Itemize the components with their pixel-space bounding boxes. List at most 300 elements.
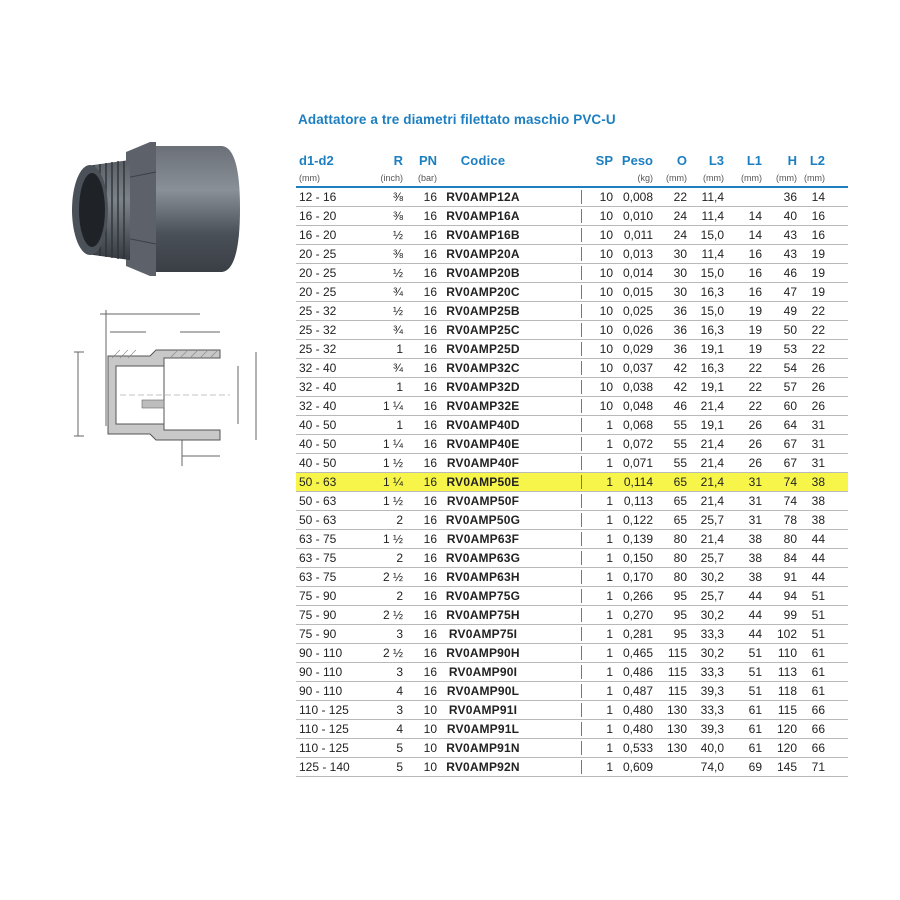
table-cell: 1 (581, 722, 616, 736)
table-cell: 21,4 (700, 456, 724, 470)
table-cell: 15,0 (700, 228, 724, 242)
table-cell: 10 (423, 760, 437, 774)
table-cell: 16 (423, 494, 437, 508)
table-cell: RV0AMP25D (446, 342, 520, 356)
table-cell: RV0AMP50G (445, 513, 521, 527)
table-cell: 14 (748, 209, 762, 223)
table-cell: 16 (423, 513, 437, 527)
table-cell: 51 (748, 646, 762, 660)
table-cell: 1 (581, 475, 616, 489)
table-cell: 16 (423, 608, 437, 622)
table-cell: 4 (396, 684, 403, 698)
table-cell: 32 - 40 (299, 399, 337, 413)
table-cell: 38 (748, 551, 762, 565)
table-cell: 130 (666, 722, 687, 736)
table-cell: 21,4 (700, 437, 724, 451)
table-cell: 65 (673, 513, 687, 527)
table-cell: RV0AMP90H (446, 646, 520, 660)
table-cell: 67 (783, 437, 797, 451)
table-cell: 44 (811, 570, 825, 584)
table-cell: 1 ½ (382, 456, 403, 470)
table-cell: 69 (748, 760, 762, 774)
table-cell: 25,7 (700, 589, 724, 603)
unit-cell: (mm) (299, 173, 320, 183)
table-cell: ½ (392, 228, 403, 242)
table-cell: 0,026 (622, 323, 653, 337)
table-cell: 1 (581, 532, 616, 546)
table-cell: 10 (581, 361, 616, 375)
table-cell: 26 (811, 380, 825, 394)
table-cell: 16 (423, 399, 437, 413)
table-cell: 44 (811, 532, 825, 546)
table-cell: 19 (811, 247, 825, 261)
table-cell: 115 (777, 703, 797, 717)
table-cell: 15,0 (700, 304, 724, 318)
table-cell: 0,170 (622, 570, 653, 584)
table-cell: ¾ (392, 361, 403, 375)
table-cell: 43 (783, 228, 797, 242)
table-cell: 38 (748, 532, 762, 546)
table-cell: 24 (673, 209, 687, 223)
table-cell: RV0AMP40F (446, 456, 520, 470)
table-cell: 32 - 40 (299, 380, 337, 394)
table-cell: 5 (396, 760, 403, 774)
table-cell: 16 (748, 266, 762, 280)
table-cell: RV0AMP91N (446, 741, 520, 755)
table-cell: 55 (673, 418, 687, 432)
table-cell: 19 (748, 323, 762, 337)
table-cell: 57 (783, 380, 797, 394)
table-cell: RV0AMP40E (446, 437, 520, 451)
table-cell: 74 (783, 475, 797, 489)
table-cell: 22 (811, 342, 825, 356)
table-cell: 94 (783, 589, 797, 603)
table-cell: 51 (811, 627, 825, 641)
table-row (296, 207, 848, 226)
table-cell: 10 (581, 285, 616, 299)
table-cell: 120 (776, 741, 797, 755)
table-cell: RV0AMP92N (446, 760, 520, 774)
table-cell: 0,609 (622, 760, 653, 774)
table-cell: 36 (673, 304, 687, 318)
table-cell: 0,011 (623, 228, 653, 242)
table-cell: 16 (423, 551, 437, 565)
table-cell: 0,122 (622, 513, 653, 527)
table-cell: 21,4 (700, 475, 724, 489)
table-cell: 0,048 (622, 399, 653, 413)
table-cell: 0,013 (622, 247, 653, 261)
table-row (296, 454, 848, 473)
table-cell: 16 (423, 684, 437, 698)
table-cell: 50 - 63 (299, 494, 337, 508)
table-cell: 16,3 (700, 361, 724, 375)
table-cell: 10 (581, 247, 616, 261)
table-cell: 42 (673, 361, 687, 375)
table-cell: 95 (673, 589, 687, 603)
table-cell: 30 (673, 266, 687, 280)
table-cell: 38 (748, 570, 762, 584)
table-cell: 12 - 16 (299, 190, 337, 204)
dimension-table (296, 150, 848, 777)
table-cell: RV0AMP20B (446, 266, 520, 280)
table-cell: 10 (581, 209, 616, 223)
table-cell: 40 - 50 (299, 456, 337, 470)
table-cell: 50 - 63 (299, 513, 337, 527)
table-row (296, 720, 848, 739)
table-cell: 42 (673, 380, 687, 394)
table-cell: 0,480 (622, 722, 653, 736)
header-cell: PN (418, 152, 437, 168)
table-cell: 71 (811, 760, 825, 774)
table-cell: 0,281 (622, 627, 653, 641)
table-cell: 1 (581, 665, 616, 679)
table-cell: 115 (667, 665, 687, 679)
table-cell: 1 (581, 589, 616, 603)
table-cell: 75 - 90 (299, 589, 337, 603)
table-cell: 16 (423, 342, 437, 356)
table-cell: 16 (423, 589, 437, 603)
table-cell: 19,1 (700, 342, 724, 356)
table-cell: 1 (581, 627, 616, 641)
table-cell: 5 (396, 741, 403, 755)
unit-cell: (kg) (637, 173, 653, 183)
table-cell: RV0AMP12A (446, 190, 520, 204)
table-row (296, 587, 848, 606)
table-row (296, 226, 848, 245)
table-cell: 22 (811, 323, 825, 337)
table-cell: 61 (811, 684, 825, 698)
table-cell: 33,3 (700, 627, 724, 641)
table-cell: 66 (811, 703, 825, 717)
header-cell: R (393, 152, 403, 168)
table-cell: 1 ¼ (382, 437, 403, 451)
table-cell: 110 (777, 646, 797, 660)
table-row (296, 378, 848, 397)
table-cell: 11,4 (701, 247, 724, 261)
table-cell: 21,4 (700, 494, 724, 508)
table-cell: 0,014 (622, 266, 653, 280)
table-cell: 16 (748, 247, 762, 261)
table-cell: 20 - 25 (299, 266, 337, 280)
table-row (296, 340, 848, 359)
table-cell: 11,4 (701, 209, 724, 223)
table-cell: RV0AMP16A (446, 209, 520, 223)
table-cell: 120 (776, 722, 797, 736)
unit-cell: (inch) (380, 173, 403, 183)
table-cell: 10 (581, 228, 616, 242)
table-cell: 30,2 (700, 570, 724, 584)
table-cell: RV0AMP91I (448, 703, 518, 717)
table-row (296, 530, 848, 549)
table-cell: 26 (811, 399, 825, 413)
table-cell: 16 (423, 380, 437, 394)
table-cell: 46 (673, 399, 687, 413)
table-cell: 0,480 (622, 703, 653, 717)
table-cell: 16,3 (700, 285, 724, 299)
table-cell: 61 (811, 665, 825, 679)
header-cell: H (787, 152, 797, 168)
unit-cell: (mm) (741, 173, 762, 183)
table-cell: 0,139 (622, 532, 653, 546)
table-cell: 22 (748, 399, 762, 413)
table-cell: 25 - 32 (299, 323, 337, 337)
table-cell: 0,071 (622, 456, 653, 470)
table-cell: 80 (673, 532, 687, 546)
table-cell: 16 - 20 (299, 228, 337, 242)
table-cell: 84 (783, 551, 797, 565)
table-row (296, 245, 848, 264)
table-cell: 31 (811, 456, 825, 470)
table-cell: 1 (581, 437, 616, 451)
table-cell: 65 (673, 475, 687, 489)
table-cell: 20 - 25 (299, 285, 337, 299)
table-cell: 24 (673, 228, 687, 242)
table-cell: 16 (423, 475, 437, 489)
table-cell: 145 (776, 760, 797, 774)
table-cell: 74,0 (700, 760, 724, 774)
table-cell: 1 (581, 570, 616, 584)
table-cell: 0,068 (622, 418, 653, 432)
table-cell: 1 (581, 551, 616, 565)
table-row (296, 492, 848, 511)
table-cell: 50 - 63 (299, 475, 337, 489)
table-cell: 1 ½ (382, 494, 403, 508)
table-cell: ½ (392, 304, 403, 318)
table-cell: ¾ (392, 285, 403, 299)
table-cell: RV0AMP16B (446, 228, 520, 242)
table-cell: 31 (748, 475, 762, 489)
table-cell: 0,150 (622, 551, 653, 565)
table-cell: 60 (783, 399, 797, 413)
table-cell: 0,533 (622, 741, 653, 755)
table-cell: 22 (811, 304, 825, 318)
table-row (296, 682, 848, 701)
table-cell: 0,037 (622, 361, 653, 375)
table-cell: 40 - 50 (299, 418, 337, 432)
table-cell: 125 - 140 (299, 760, 350, 774)
table-cell: 1 (396, 380, 403, 394)
header-cell: SP (595, 152, 613, 168)
table-cell: 1 (581, 608, 616, 622)
table-cell: 40 - 50 (299, 437, 337, 451)
table-cell: 16 (811, 228, 825, 242)
table-cell: 11,4 (701, 190, 724, 204)
table-cell: 53 (783, 342, 797, 356)
table-cell: 110 - 125 (299, 722, 349, 736)
header-cell: O (676, 152, 687, 168)
table-cell: RV0AMP63F (446, 532, 520, 546)
header-cell: d1-d2 (299, 152, 334, 168)
table-cell: RV0AMP63H (446, 570, 520, 584)
table-cell: 95 (673, 608, 687, 622)
table-cell: 55 (673, 456, 687, 470)
table-body (296, 188, 848, 777)
table-cell: 65 (673, 494, 687, 508)
table-cell: 0,465 (622, 646, 653, 660)
table-row (296, 264, 848, 283)
table-row (296, 739, 848, 758)
table-cell: 19 (748, 342, 762, 356)
table-cell: 0,025 (622, 304, 653, 318)
table-cell: 16 - 20 (299, 209, 337, 223)
table-cell: RV0AMP32E (446, 399, 520, 413)
table-cell: 10 (581, 266, 616, 280)
table-cell: 40 (783, 209, 797, 223)
table-cell: 66 (811, 741, 825, 755)
table-cell: 15,0 (700, 266, 724, 280)
table-cell: RV0AMP75I (448, 627, 518, 641)
table-cell: 1 (581, 646, 616, 660)
table-cell: RV0AMP91L (446, 722, 520, 736)
table-cell: 22 (748, 361, 762, 375)
table-cell: 16,3 (700, 323, 724, 337)
table-cell: 1 (581, 741, 616, 755)
table-cell: RV0AMP50F (446, 494, 520, 508)
table-cell: 14 (811, 190, 825, 204)
table-row (296, 663, 848, 682)
table-cell: 16 (423, 228, 437, 242)
table-cell: RV0AMP32C (446, 361, 520, 375)
table-cell: 1 (396, 418, 403, 432)
table-cell: RV0AMP63G (445, 551, 521, 565)
table-cell: 1 (581, 513, 616, 527)
table-row (296, 758, 848, 777)
table-cell: 19,1 (700, 380, 724, 394)
table-cell: ⅜ (392, 247, 403, 261)
table-cell: 36 (783, 190, 797, 204)
table-cell: 67 (783, 456, 797, 470)
header-cell: L2 (809, 152, 825, 168)
table-row-highlighted (296, 473, 848, 492)
table-cell: 39,3 (700, 684, 724, 698)
table-cell: 90 - 110 (299, 646, 343, 660)
table-cell: ⅜ (392, 209, 403, 223)
table-row (296, 188, 848, 207)
table-cell: 2 (396, 551, 403, 565)
header-cell: Codice (460, 152, 506, 168)
table-cell: 14 (748, 228, 762, 242)
table-cell: 0,072 (622, 437, 653, 451)
table-cell: 40,0 (700, 741, 724, 755)
table-cell: 25 - 32 (299, 304, 337, 318)
table-cell: 118 (777, 684, 797, 698)
table-cell: 75 - 90 (299, 608, 337, 622)
table-cell: 1 (581, 494, 616, 508)
table-cell: 16 (423, 266, 437, 280)
table-cell: 19 (811, 266, 825, 280)
table-cell: 10 (581, 342, 616, 356)
table-cell: 36 (673, 323, 687, 337)
table-cell: 31 (748, 513, 762, 527)
table-row (296, 568, 848, 587)
table-cell: 16 (423, 418, 437, 432)
table-cell: RV0AMP75G (445, 589, 521, 603)
table-cell: 61 (748, 741, 762, 755)
page-title: Adattatore a tre diametri filettato maschio PVC-U (298, 112, 616, 127)
table-cell: 1 ½ (382, 532, 403, 546)
table-cell: RV0AMP25B (446, 304, 520, 318)
table-cell: RV0AMP75H (446, 608, 520, 622)
table-cell: 0,113 (623, 494, 653, 508)
table-cell: 1 ¼ (382, 475, 403, 489)
table-cell: 19 (811, 285, 825, 299)
table-cell: 25,7 (700, 513, 724, 527)
table-cell: 3 (396, 665, 403, 679)
table-cell: 32 - 40 (299, 361, 337, 375)
table-cell: 16 (748, 285, 762, 299)
table-cell: ¾ (392, 323, 403, 337)
table-cell: 16 (423, 437, 437, 451)
table-cell: 1 ¼ (382, 399, 403, 413)
product-photo (64, 138, 242, 280)
table-cell: 0,487 (622, 684, 653, 698)
table-cell: ⅜ (392, 190, 403, 204)
technical-drawing (60, 296, 272, 478)
table-cell: RV0AMP20C (446, 285, 520, 299)
table-cell: 66 (811, 722, 825, 736)
table-cell: RV0AMP25C (446, 323, 520, 337)
table-cell: 0,008 (622, 190, 653, 204)
table-cell: 26 (748, 437, 762, 451)
table-row (296, 625, 848, 644)
table-cell: 16 (423, 646, 437, 660)
table-cell: 46 (783, 266, 797, 280)
table-cell: 10 (581, 380, 616, 394)
table-cell: 2 (396, 589, 403, 603)
table-cell: RV0AMP90I (448, 665, 518, 679)
table-cell: 55 (673, 437, 687, 451)
table-cell: 16 (423, 627, 437, 641)
table-cell: 95 (673, 627, 687, 641)
table-row (296, 321, 848, 340)
table-cell: 130 (666, 741, 687, 755)
table-cell: 54 (783, 361, 797, 375)
table-cell: 49 (783, 304, 797, 318)
table-cell: 16 (423, 285, 437, 299)
table-units (296, 170, 848, 188)
table-cell: 80 (783, 532, 797, 546)
table-cell: 3 (396, 627, 403, 641)
table-cell: 19,1 (700, 418, 724, 432)
table-cell: 25,7 (700, 551, 724, 565)
table-cell: RV0AMP20A (446, 247, 520, 261)
table-cell: 44 (748, 627, 762, 641)
table-cell: 90 - 110 (299, 665, 343, 679)
table-cell: 16 (423, 304, 437, 318)
table-row (296, 416, 848, 435)
table-cell: 20 - 25 (299, 247, 337, 261)
table-cell: RV0AMP90L (446, 684, 520, 698)
table-cell: 33,3 (700, 703, 724, 717)
table-cell: 61 (748, 703, 762, 717)
header-cell: L1 (746, 152, 762, 168)
table-cell: 44 (748, 589, 762, 603)
table-cell: 10 (423, 703, 437, 717)
table-cell: 91 (783, 570, 797, 584)
header-cell: Peso (621, 152, 653, 168)
table-cell: 16 (423, 190, 437, 204)
table-cell: 130 (666, 703, 687, 717)
table-cell: 16 (423, 209, 437, 223)
table-cell: 115 (667, 684, 687, 698)
table-cell: 0,114 (623, 475, 653, 489)
table-cell: 0,038 (622, 380, 653, 394)
table-cell: 0,010 (622, 209, 653, 223)
table-cell: 1 (396, 342, 403, 356)
table-cell: 16 (423, 323, 437, 337)
table-cell: 44 (811, 551, 825, 565)
table-cell: 21,4 (700, 399, 724, 413)
